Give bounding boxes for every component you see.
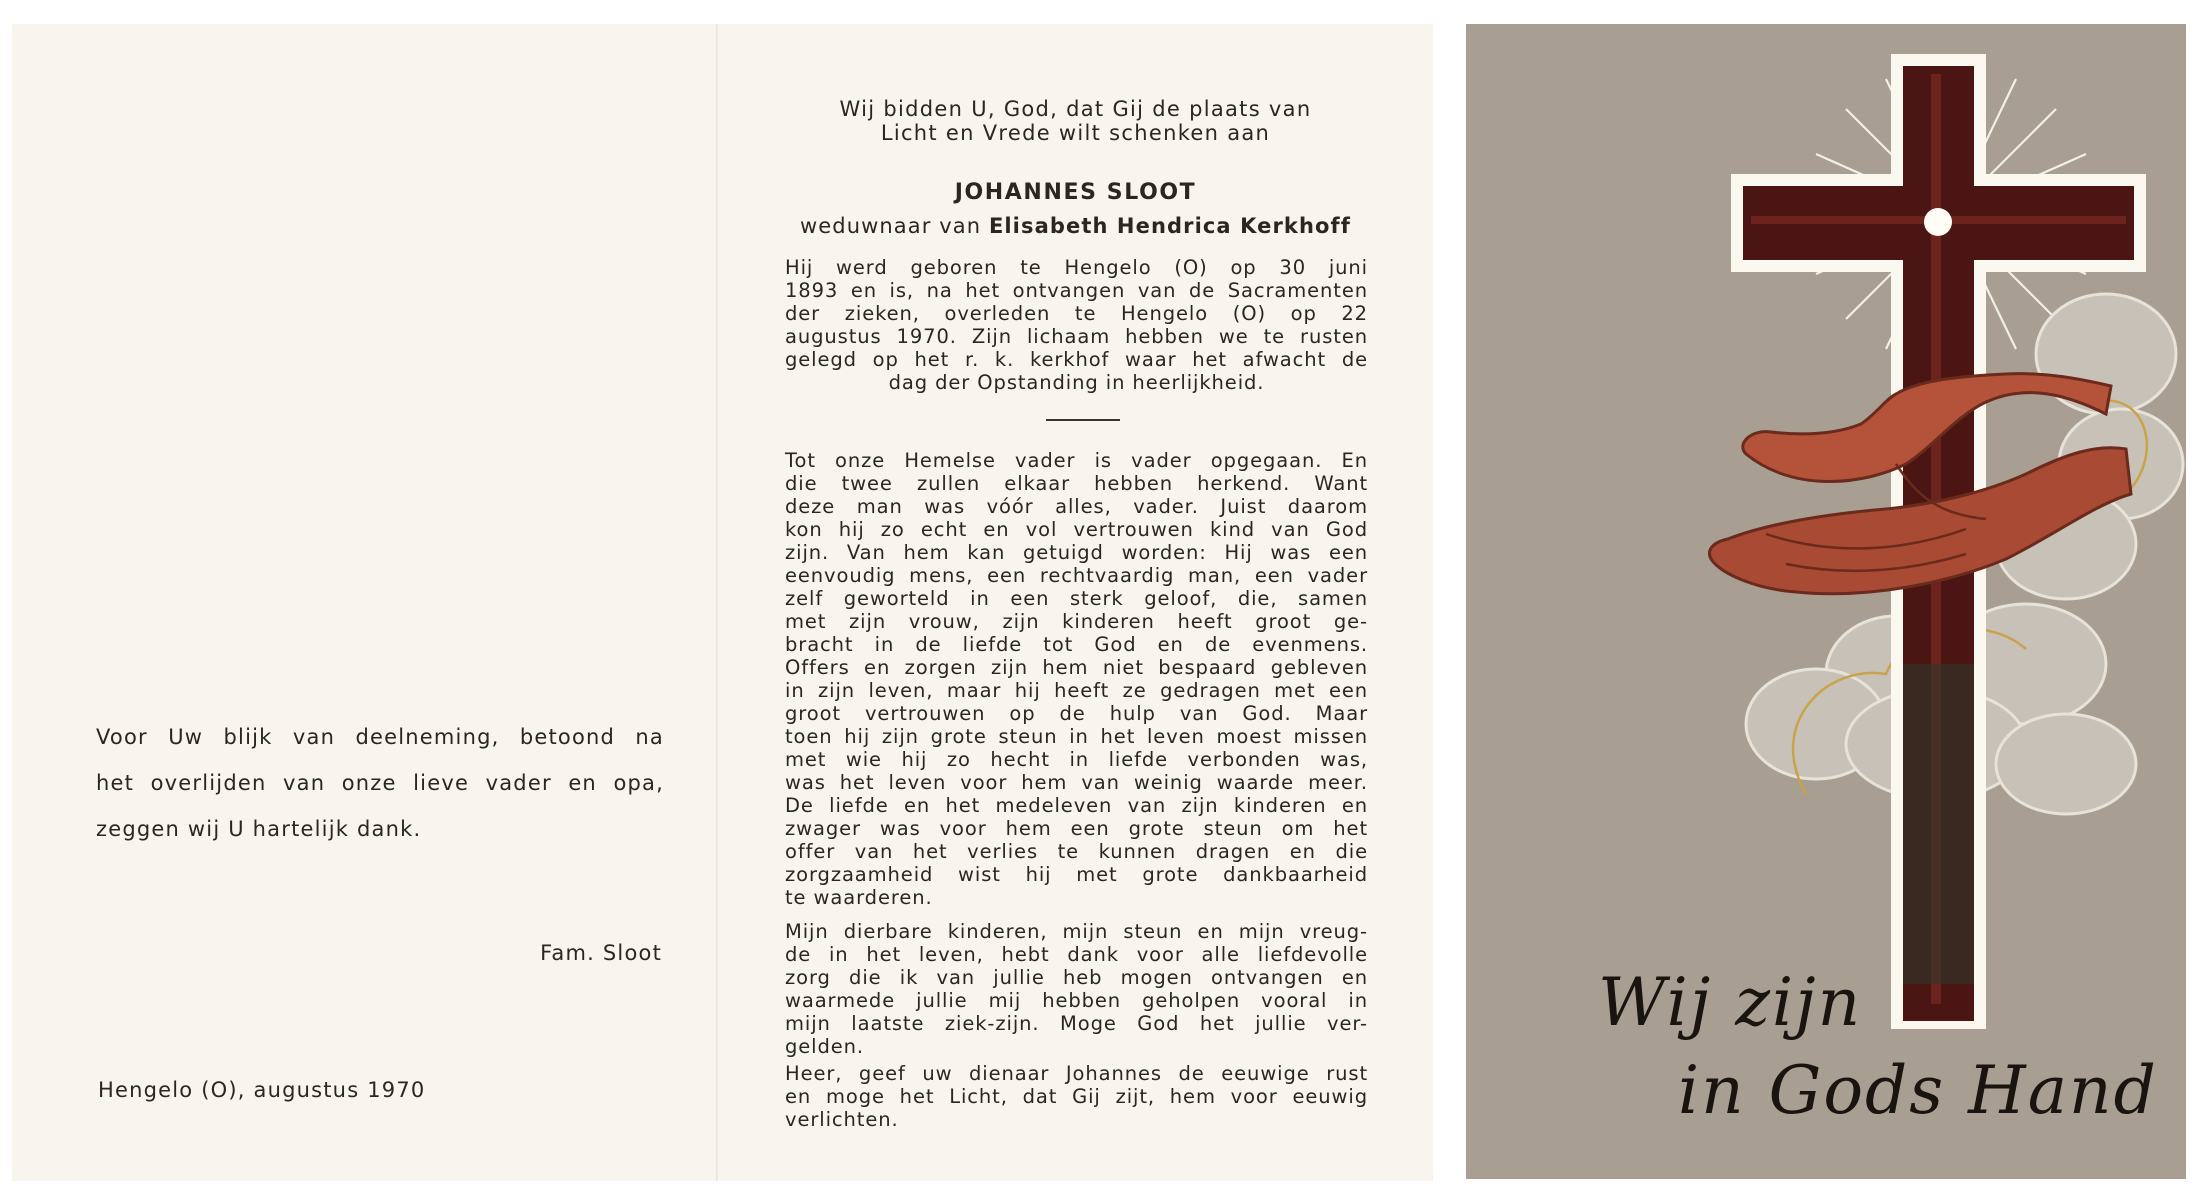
text-line: gelegd op het r. k. kerkhof waar het afwacht de: [785, 348, 1368, 371]
text-line: verlichten.: [785, 1108, 899, 1131]
text-line: gelden.: [785, 1035, 865, 1058]
widower-line: [758, 214, 1393, 238]
text-line: bracht in de liefde tot God en de evenmens.: [785, 633, 1368, 656]
text-line: offer van het verlies te kunnen dragen en die: [785, 840, 1368, 863]
text-line: in zijn leven, maar hij heeft ze gedragen met een: [785, 679, 1368, 702]
text-line: en moge het Licht, dat Gij zijt, hem voor eeuwig: [785, 1085, 1368, 1108]
tribute-paragraph-1: [785, 449, 1368, 909]
text-line: zelf geworteld in een sterk geloof, die, samen: [785, 587, 1368, 610]
text-line: de in het leven, hebt dank voor alle liefdevolle: [785, 943, 1368, 966]
prayer-line: Wij bidden U, God, dat Gij de plaats van: [839, 97, 1312, 121]
text-line: met wie hij zo hecht in liefde verbonden was,: [785, 748, 1368, 771]
prayer-heading: [758, 97, 1393, 145]
thanks-text: [96, 714, 664, 852]
text-line: De liefde en het medeleven van zijn kinderen en: [785, 794, 1368, 817]
divider: [1046, 419, 1120, 421]
family-signature: Fam. Sloot: [540, 941, 662, 965]
text-line: Mijn dierbare kinderen, mijn steun en mijn vreug-: [785, 920, 1368, 943]
text-line: Tot onze Hemelse vader is vader opgegaan. En: [785, 449, 1368, 472]
text-line: te waarderen.: [785, 886, 933, 909]
closing-prayer: [785, 1062, 1368, 1131]
text-line: 1893 en is, na het ontvangen van de Sacramenten: [785, 279, 1368, 302]
text-line: die twee zullen elkaar hebben herkend. Want: [785, 472, 1368, 495]
text-line: Hij werd geboren te Hengelo (O) op 30 juni: [785, 256, 1368, 279]
text-line: zwager was voor hem een grote steun om het: [785, 817, 1368, 840]
place-date: Hengelo (O), augustus 1970: [98, 1078, 426, 1102]
text-line: groot vertrouwen op de hulp van God. Maar: [785, 702, 1368, 725]
text-line: waarmede jullie mij hebben geholpen vooral in: [785, 989, 1368, 1012]
text-line: zorg die ik van jullie heb mogen ontvangen en: [785, 966, 1368, 989]
prayer-line: Licht en Vrede wilt schenken aan: [880, 121, 1271, 145]
widower-prefix: weduwnaar van: [799, 214, 982, 238]
biography: [785, 256, 1368, 394]
text-line: zijn. Van hem kan getuigd worden: Hij was een: [785, 541, 1368, 564]
thanks-line: het overlijden van onze lieve vader en opa,: [96, 771, 664, 795]
text-line: eenvoudig mens, een rechtvaardig man, een vader: [785, 564, 1368, 587]
text-line: augustus 1970. Zijn lichaam hebben we te rusten: [785, 325, 1368, 348]
text-line: met zijn vrouw, zijn kinderen heeft groot ge-: [785, 610, 1368, 633]
cover-card: [1466, 24, 2186, 1179]
thanks-line: Voor Uw blijk van deelneming, betoond na: [96, 725, 664, 749]
text-line: kon hij zo echt en vol vertrouwen kind van God: [785, 518, 1368, 541]
deceased-name: JOHANNES SLOOT: [954, 180, 1197, 205]
left-page: [12, 24, 718, 1181]
cover-title-line-1: Wij zijn: [1598, 964, 1863, 1041]
spouse-name: Elisabeth Hendrica Kerkhoff: [988, 214, 1352, 238]
text-line: Heer, geef uw dienaar Johannes de eeuwige rust: [785, 1062, 1368, 1085]
middle-page: [718, 24, 1433, 1181]
tribute-paragraph-2: [785, 920, 1368, 1058]
text-line: dag der Opstanding in heerlijkheid.: [888, 371, 1265, 394]
text-line: zorgzaamheid wist hij met grote dankbaarheid: [785, 863, 1368, 886]
text-line: deze man was vóór alles, vader. Juist daarom: [785, 495, 1368, 518]
text-line: was het leven voor hem van weinig waarde meer.: [785, 771, 1368, 794]
text-line: mijn laatste ziek-zijn. Moge God het jullie ver-: [785, 1012, 1368, 1035]
thanks-line: zeggen wij U hartelijk dank.: [96, 817, 422, 841]
text-line: toen hij zijn grote steun in het leven moest missen: [785, 725, 1368, 748]
text-line: Offers en zorgen zijn hem niet bespaard gebleven: [785, 656, 1368, 679]
text-line: der zieken, overleden te Hengelo (O) op 22: [785, 302, 1368, 325]
cover-title-line-2: in Gods Hand: [1678, 1052, 2158, 1129]
